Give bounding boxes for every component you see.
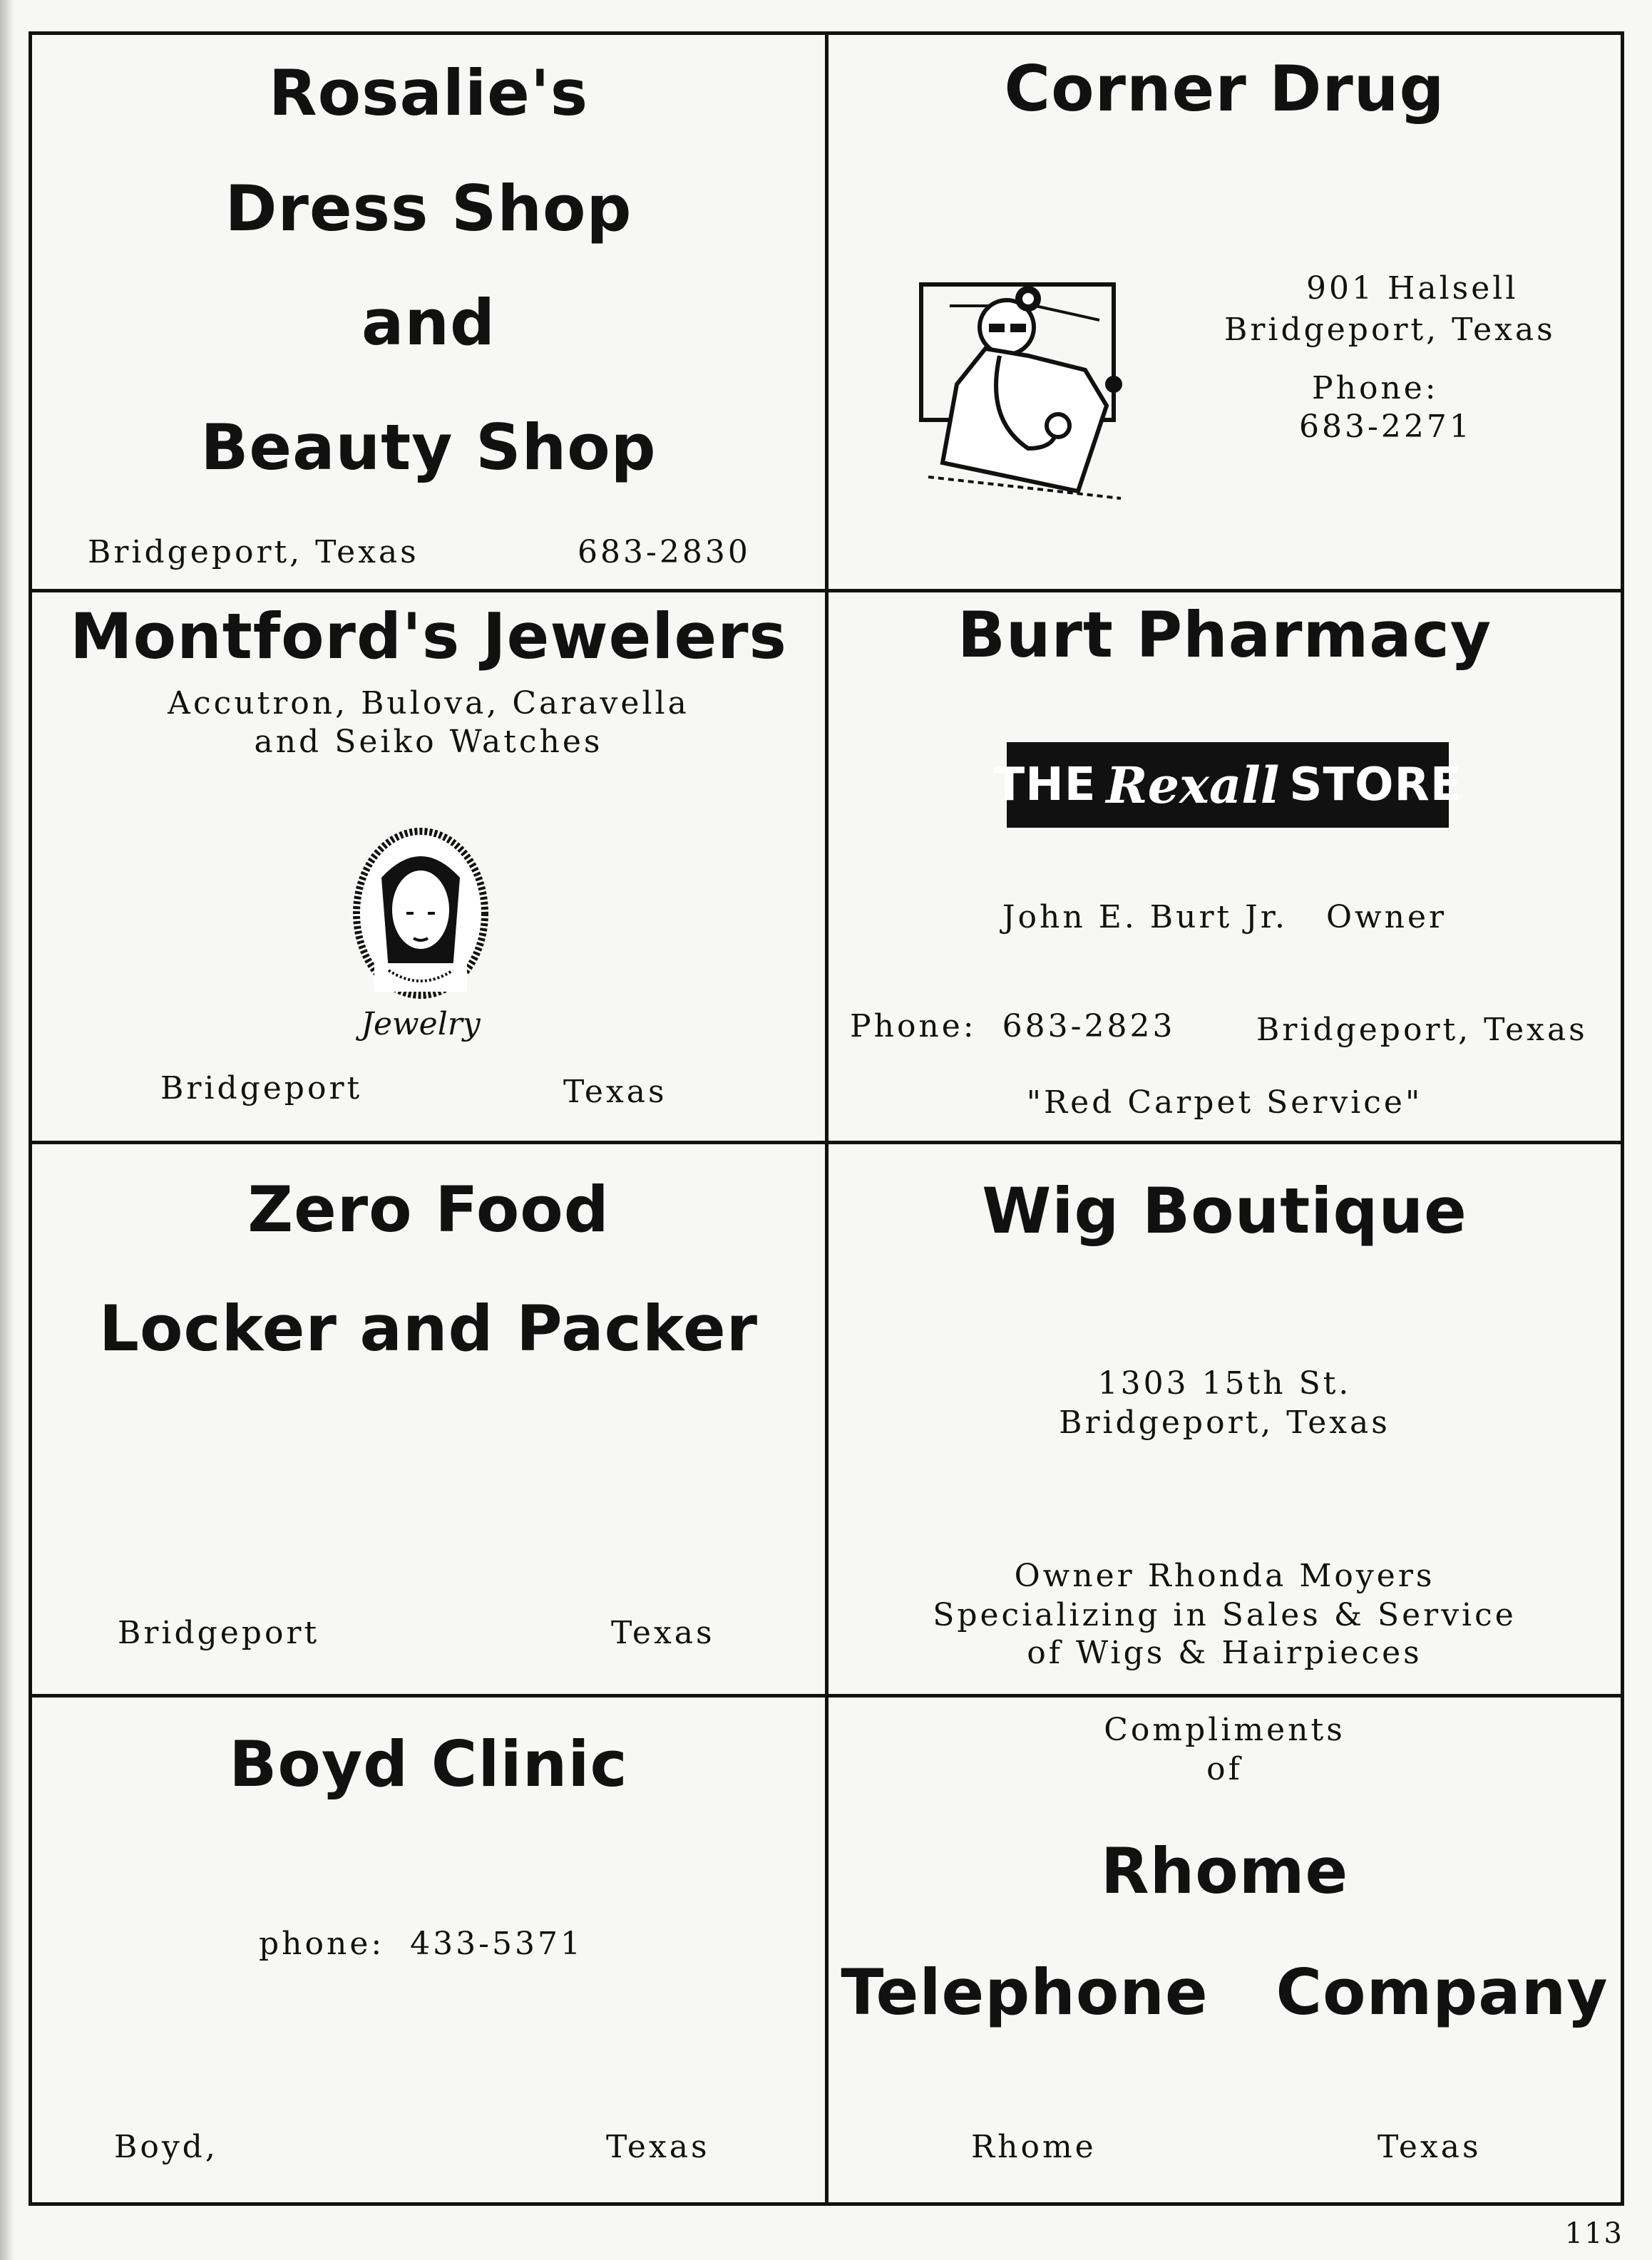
wig-line3: of Wigs & Hairpieces (1027, 1635, 1422, 1671)
rhome-title-line2: Telephone Company (841, 1956, 1609, 2029)
rosalies-city: Bridgeport, Texas (88, 534, 419, 570)
burt-phone: Phone: 683-2823 (850, 1008, 1176, 1044)
corner-drug-phone: 683-2271 (1299, 409, 1472, 445)
ad-rosalies (32, 35, 825, 589)
rosalies-title-line4: Beauty Shop (200, 411, 657, 484)
rosalies-title-line2: Dress Shop (225, 172, 632, 245)
wig-address: 1303 15th St. (1097, 1365, 1352, 1402)
rosalies-title-line3: and (361, 286, 496, 359)
burt-slogan: "Red Carpet Service" (1026, 1084, 1423, 1121)
page-number: 113 (1564, 2217, 1623, 2250)
montfords-city: Bridgeport (160, 1070, 363, 1106)
montfords-state: Texas (563, 1074, 667, 1110)
rhome-title-line1: Rhome (1100, 1834, 1349, 1908)
rexall-badge-right: STORE (1289, 759, 1462, 811)
wig-title: Wig Boutique (982, 1174, 1467, 1248)
burt-title: Burt Pharmacy (957, 598, 1492, 672)
ad-boyd-clinic (32, 1697, 825, 2206)
rosalies-phone: 683-2830 (578, 534, 751, 570)
rexall-badge-left: THE (993, 759, 1097, 811)
burt-city: Bridgeport, Texas (1256, 1012, 1588, 1048)
corner-drug-address: 901 Halsell (1306, 270, 1519, 307)
boyd-title: Boyd Clinic (229, 1727, 628, 1801)
jewelry-logo (346, 828, 496, 1049)
corner-drug-phone-label: Phone: (1312, 370, 1439, 406)
wig-city: Bridgeport, Texas (1059, 1404, 1390, 1441)
rhome-city: Rhome (971, 2129, 1097, 2165)
montfords-line1: Accutron, Bulova, Caravella (168, 685, 689, 721)
ad-zero-food (32, 1144, 825, 1694)
zero-food-title-line2: Locker and Packer (98, 1292, 759, 1365)
zero-food-title-line1: Zero Food (247, 1173, 610, 1246)
burt-owner: John E. Burt Jr. Owner (1002, 899, 1447, 935)
corner-drug-title: Corner Drug (1004, 52, 1445, 125)
boyd-city: Boyd, (114, 2129, 218, 2165)
ad-wig-boutique (828, 1144, 1621, 1694)
page-binding-edge (0, 0, 13, 2260)
ad-montfords-jewelers (32, 592, 825, 1141)
zero-food-state: Texas (611, 1615, 715, 1651)
rexall-store-badge (993, 742, 1462, 828)
rhome-state: Texas (1377, 2129, 1482, 2165)
ad-burt-pharmacy (828, 592, 1621, 1141)
ad-rhome-telephone (828, 1697, 1621, 2206)
rexall-badge-script: Rexall (1106, 755, 1280, 815)
pharmacist-illustration (900, 277, 1156, 513)
boyd-phone: phone: 433-5371 (259, 1926, 583, 1962)
rhome-compliments: Compliments (1104, 1712, 1345, 1748)
zero-food-city: Bridgeport (118, 1615, 320, 1651)
boyd-state: Texas (606, 2129, 710, 2165)
rosalies-title-line1: Rosalie's (268, 56, 589, 130)
montfords-line2: and Seiko Watches (254, 724, 603, 760)
ad-corner-drug (828, 35, 1621, 589)
montfords-title: Montford's Jewelers (70, 600, 787, 673)
wig-line1: Owner Rhonda Moyers (1014, 1558, 1435, 1594)
jewelry-logo-text: Jewelry (361, 1006, 481, 1042)
corner-drug-city: Bridgeport, Texas (1224, 312, 1556, 348)
wig-line2: Specializing in Sales & Service (933, 1597, 1517, 1633)
rhome-of: of (1206, 1751, 1243, 1787)
